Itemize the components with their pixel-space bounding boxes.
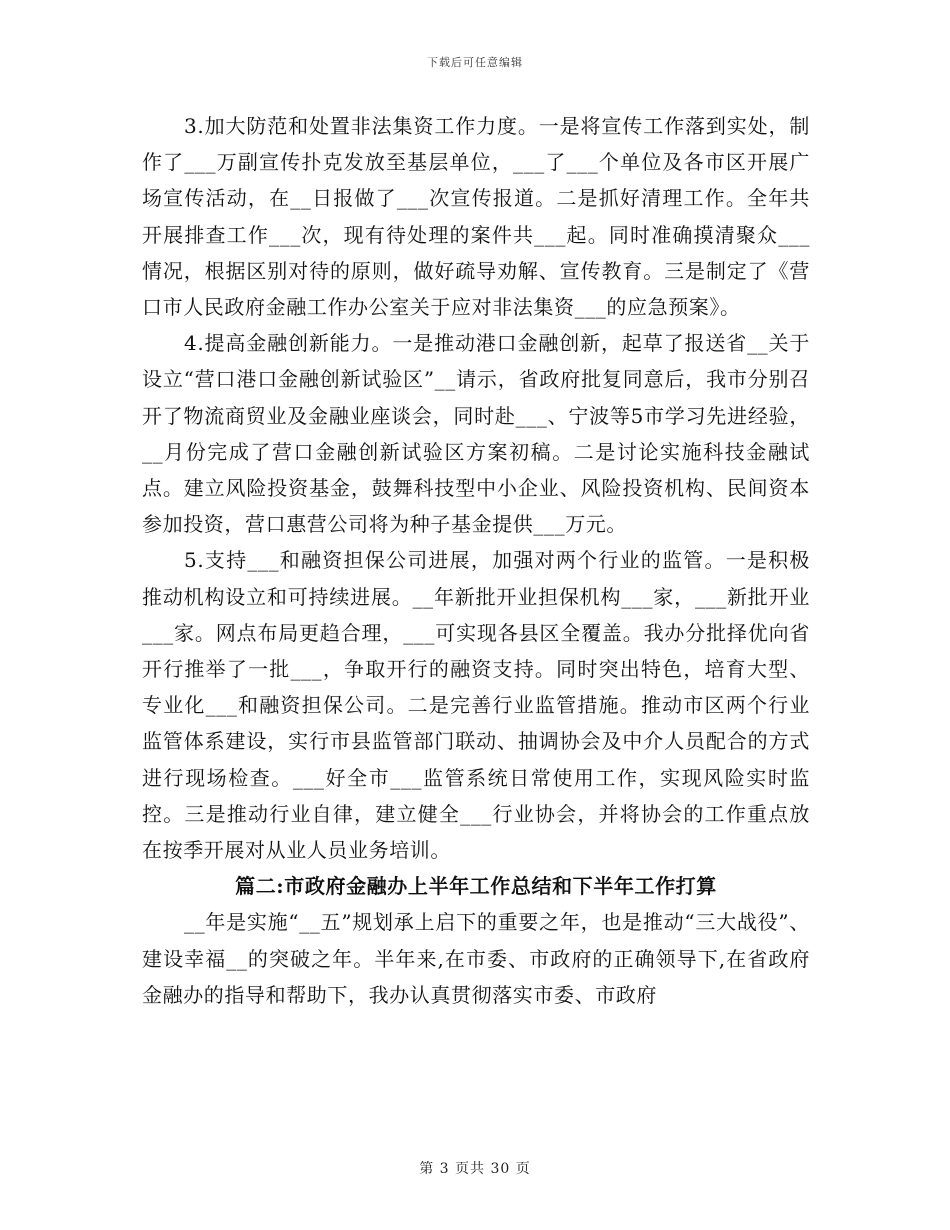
paragraph-item-5: 5.支持___和融资担保公司进展，加强对两个行业的监管。一是积极推动机构设立和可持续进展。__年新批开业担保机构___家，___新批开业___家。网点布局更趋合理，___可实现各县区全覆盖。我办分批择优向省开行推举了一批___，争取开行的融资支持。同时突出特色，培育大型、专业化___和融资担保公司。二是完善行业监管措施。推动市区两个行业监管体系建设，实行市县监管部门联动、抽调协会及中介人员配合的方式进行现场检查。___好全市___监管系统日常使用工作，实现风险实时监控。三是推动行业自律，建立健全___行业协会，并将协会的工作重点放在按季开展对从业人员业务培训。 bbox=[142, 548, 810, 863]
section-paragraph: __年是实施“__五”规划承上启下的重要之年，也是推动“三大战役”、建设幸福__的突破之年。半年来,在市委、市政府的正确领导下,在省政府金融办的指导和帮助下，我办认真贯彻落实市委、市政府 bbox=[142, 910, 810, 1007]
header-note: 下载后可任意编辑 bbox=[427, 56, 523, 69]
document-body bbox=[142, 108, 810, 1013]
section-heading: 篇二:市政府金融办上半年工作总结和下半年工作打算 bbox=[235, 874, 717, 899]
paragraph-item-4: 4.提高金融创新能力。一是推动港口金融创新，起草了报送省__关于设立“营口港口金融创新试验区”__请示，省政府批复同意后，我市分别召开了物流商贸业及金融业座谈会，同时赴___、宁波等5市学习先进经验，__月份完成了营口金融创新试验区方案初稿。二是讨论实施科技金融试点。建立风险投资基金，鼓舞科技型中小企业、风险投资机构、民间资本参加投资，营口惠营公司将为种子基金提供___万元。 bbox=[142, 331, 810, 537]
page-number: 第 3 页共 30 页 bbox=[419, 1161, 531, 1177]
paragraph-item-3: 3.加大防范和处置非法集资工作力度。一是将宣传工作落到实处，制作了___万副宣传扑克发放至基层单位，___了___个单位及各市区开展广场宣传活动，在__日报做了___次宣传报道。二是抓好清理工作。全年共开展排查工作___次，现有待处理的案件共___起。同时准确摸清聚众___情况，根据区别对待的原则，做好疏导劝解、宣传教育。三是制定了《营口市人民政府金融工作办公室关于应对非法集资___的应急预案》。 bbox=[142, 114, 810, 320]
